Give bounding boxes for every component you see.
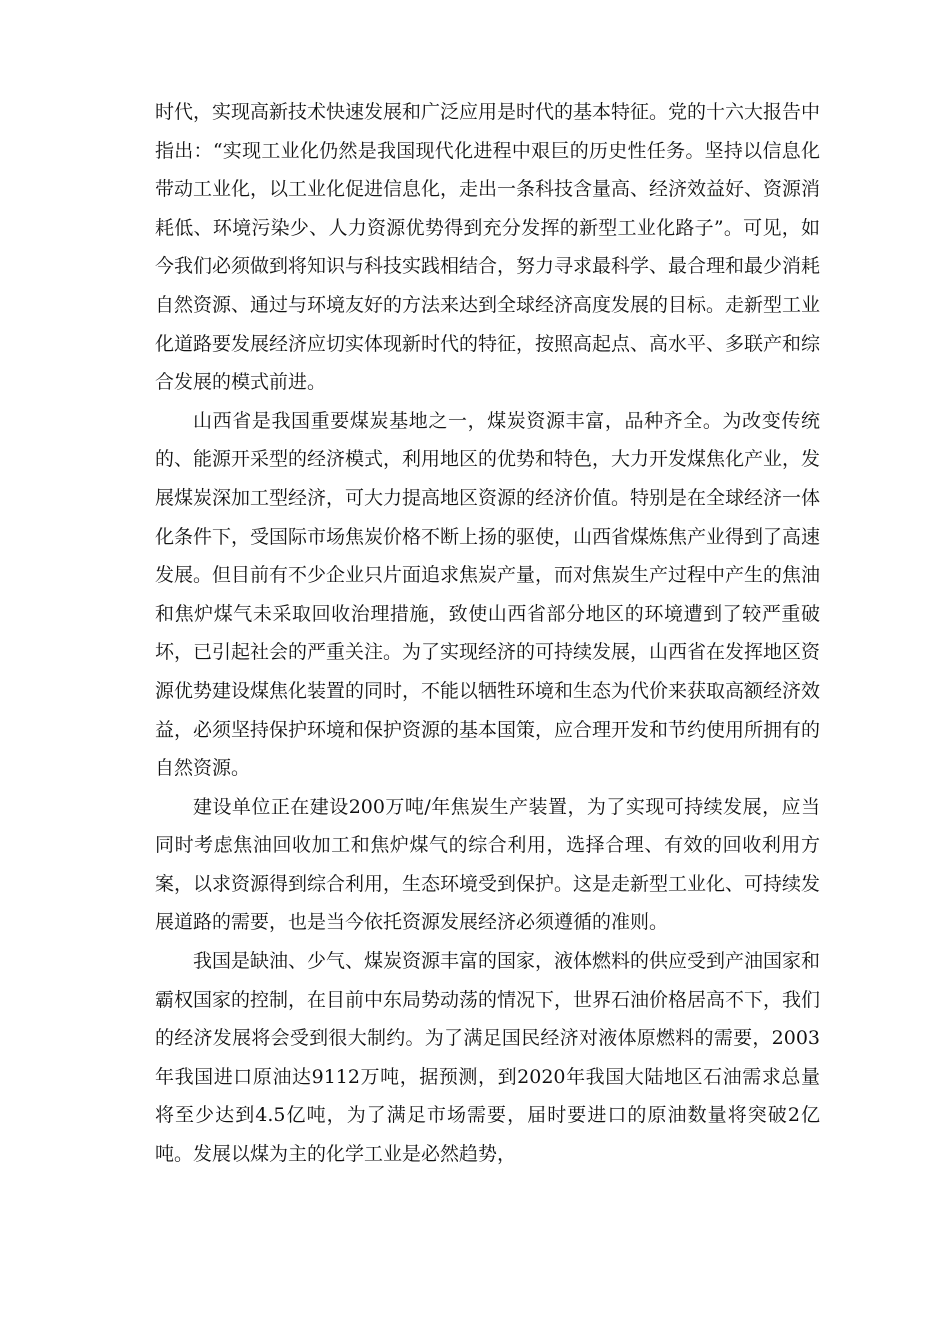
paragraph-4: 我国是缺油、少气、煤炭资源丰富的国家，液体燃料的供应受到产油国家和霸权国家的控制，在目前中东局势动荡的情况下，世界石油价格居高不下，我们的经济发展将会受到很大制约。为了满足国民经济对液体原燃料的需要，2003年我国进口原油达9112万吨，据预测，到2020年我国大陆地区石油需求总量将至少达到4.5亿吨，为了满足市场需要，届时要进口的原油数量将突破2亿吨。发展以煤为主的化学工业是必然趋势，: [155, 950, 821, 1166]
document-page: [155, 93, 820, 1174]
paragraph-3: 建设单位正在建设200万吨/年焦炭生产装置，为了实现可持续发展，应当同时考虑焦油回收加工和焦炉煤气的综合利用，选择合理、有效的回收利用方案，以求资源得到综合利用，生态环境受到保护。这是走新型工业化、可持续发展道路的需要，也是当今依托资源发展经济必须遵循的准则。: [155, 795, 821, 934]
paragraph-1: 时代，实现高新技术快速发展和广泛应用是时代的基本特征。党的十六大报告中指出：“实现工业化仍然是我国现代化进程中艰巨的历史性任务。坚持以信息化带动工业化，以工业化促进信息化，走出一条科技含量高、经济效益好、资源消耗低、环境污染少、人力资源优势得到充分发挥的新型工业化路子”。可见，如今我们必须做到将知识与科技实践相结合，努力寻求最科学、最合理和最少消耗自然资源、通过与环境友好的方法来达到全球经济高度发展的目标。走新型工业化道路要发展经济应切实体现新时代的特征，按照高起点、高水平、多联产和综合发展的模式前进。: [155, 101, 821, 394]
paragraph-2: 山西省是我国重要煤炭基地之一，煤炭资源丰富，品种齐全。为改变传统的、能源开采型的经济模式，利用地区的优势和特色，大力开发煤焦化产业，发展煤炭深加工型经济，可大力提高地区资源的经济价值。特别是在全球经济一体化条件下，受国际市场焦炭价格不断上扬的驱使，山西省煤炼焦产业得到了高速发展。但目前有不少企业只片面追求焦炭产量，而对焦炭生产过程中产生的焦油和焦炉煤气未采取回收治理措施，致使山西省部分地区的环境遭到了较严重破坏，已引起社会的严重关注。为了实现经济的可持续发展，山西省在发挥地区资源优势建设煤焦化装置的同时，不能以牺牲环境和生态为代价来获取高额经济效益，必须坚持保护环境和保护资源的基本国策，应合理开发和节约使用所拥有的自然资源。: [155, 409, 821, 780]
